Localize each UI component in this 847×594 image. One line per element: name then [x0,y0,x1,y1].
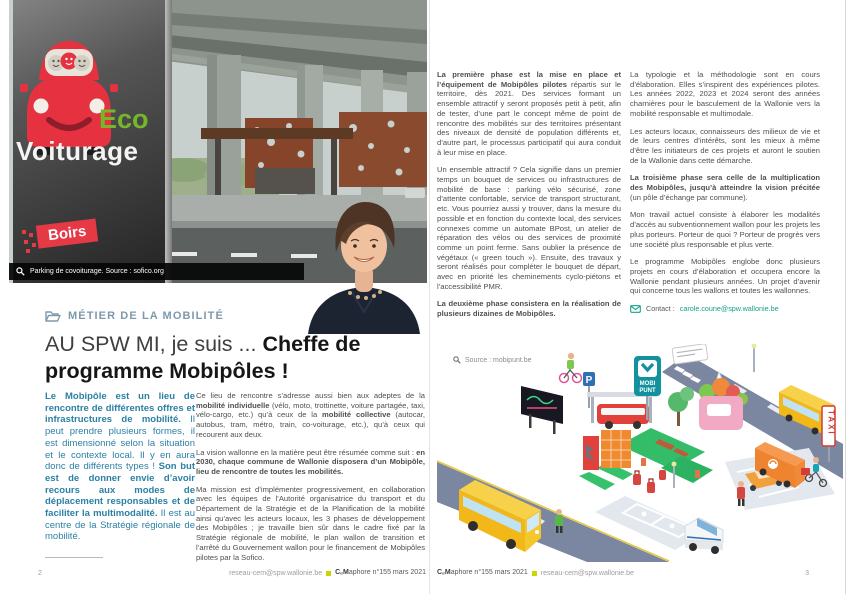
footer-separator-square [326,571,331,576]
lead-divider [45,557,103,558]
paragraph: Ma mission est d’implémenter progressivement, en collaboration avec les équipes de l’Autorité organisatrice du transport et du Département de la Stratégie et de la Planification de la mobilité ainsi qu’avec les acteurs locaux, les 3 phases de développement des Mobipôles ; je travaille bien sûr dans le cadre fixé par la Stratégie régionale de mobilité, le plan wallon de transition et l’arrêté du Gouvernement wallon pour le financement de Mobipôles pilotes par la Sofico. [196,484,425,562]
page-number: 2 [38,569,42,577]
sign-badge-boirs: Boirs [36,218,99,248]
trees [668,387,694,426]
paragraph: Le programme Mobipôles englobe donc plusieurs projets en cours d’élaboration et occupera encore la Wallonie pendant plusieurs années. Un projet d’avenir qui concerne tous les wallons et toutes les wallonnes. [630,257,820,296]
mobipunt-sign-line2: PUNT [639,388,656,394]
mobility-hub-scene [437,344,843,562]
search-icon [16,267,25,276]
taxi-sign-label: TAXI [826,410,836,436]
cyclist [560,353,582,383]
mobipunt-sign-line1: MOBI [639,381,656,387]
contact-row [630,304,820,314]
issue-brand-rest: aphore [450,569,473,576]
issue-brand-rest: aphore [348,569,371,576]
footer-meta [437,569,634,577]
article-title-bold: Cheffe de programme Mobipôles ! [45,332,361,383]
open-folder-icon [45,310,61,322]
portrait-photo [300,196,428,334]
issue-brand-sub: e [442,571,445,577]
paragraph: La troisième phase sera celle de la multiplication des Mobipôles, jusqu’à atteindre la vision précitée (un pôle d’échange par commune). [630,173,820,202]
sign-word-eco: Eco [99,104,149,134]
paragraph: La deuxième phase consistera en la réalisation de plusieurs dizaines de Mobipôles. [437,299,621,319]
paragraph: La première phase est la mise en place et l’équipement de Mobipôles pilotes répartis sur le territoire, dès 2021. Des services formant un ensemble attractif y seront proposés petit à petit, afin de tester, d’une part le concept même de point de rencontre des mobilités sur des territoires présentant des niveaux de densité de population différents et, d’autre part, le processus participatif qui aura conduit à leur mise en place. [437,70,621,157]
paragraph: Mon travail actuel consiste à élaborer les modalités d’accès au subventionnement wallon pour les projets les plus porteurs. Porteur de quoi ? Porteur de progrès vers une société plus responsable et plus verte. [630,210,820,249]
footer-email: reseau-cem@spw.wallonie.be [540,569,634,577]
photo-caption [9,263,304,280]
contact-email-link[interactable]: carole.coune@spw.wallonie.be [679,304,779,314]
page-edge [845,0,846,594]
paragraph: Les acteurs locaux, connaisseurs des milieux de vie et de leurs centres d’intérêts, sont les mieux à même d’être les initiateurs de ces projets et auront le soutien de la Wallonie dans cette démarche. [630,126,820,165]
footer-right-page [437,569,809,577]
envelope-icon [630,305,641,313]
ecovoiturage-sign [13,0,165,283]
illustration-caption-text: Source : mobipunt.be [465,356,532,364]
footer-email: reseau-cem@spw.wallonie.be [229,569,323,577]
paragraph: La typologie et la méthodologie sont en cours d’élaboration. Elles s’inspirent des expériences pilotes. Les années 2022, 2023 et 2024 seront des années charnières pour le basculement de la Wallonie vers la mobilité responsable et multimodale. [630,70,820,118]
lead-paragraph: Le Mobipôle est un lieu de rencontre de différentes offres et infrastructures de mobilité. Il peut prendre plusieurs formes, il est dimensionné selon la situation et le contexte local. Il y en aura donc de différents types ! Son but est de donner envie d’avoir recours aux modes de déplacement responsables et de faciliter la multimodalité. Il est au centre de la Stratégie régionale de mobilité. [45,391,195,543]
parcel-lockers [583,430,631,470]
paragraph: La vision wallonne en la matière peut être résumée comme suit : en 2030, chaque commune de Wallonie disposera d’un Mobipôle, lieu de rencontre de toutes les mobilités. [196,447,425,476]
parking-sign-letter: P [585,375,593,386]
lawn-areas [579,428,713,490]
paragraph: Ce lieu de rencontre s’adresse aussi bien aux adeptes de la mobilité individuelle (vélo, moto, trottinette, voiture partagée, taxi, vélo-cargo, etc.) qu’à ceux de la mobilité collective (autocar, autobus, tram, métro, train, co-voiturage, etc.), qu’à ceux qui recourent aux deux. [196,391,425,439]
page-number: 3 [805,569,809,577]
footer-meta [229,569,426,577]
footer-separator-square [532,571,537,576]
issue-number: n°155 mars 2021 [472,569,528,576]
body-column-right-1 [437,70,621,319]
digital-billboard [521,386,563,434]
article-title [45,331,429,385]
issue-brand-c: C [437,569,443,576]
red-bollards [633,470,666,493]
page-gutter [429,0,430,594]
issue-number: n°155 mars 2021 [370,569,426,576]
section-kicker [45,310,224,322]
sign-pole [165,0,172,283]
search-icon [453,356,461,364]
illustration-caption [453,356,532,364]
body-column-right-2 [630,70,820,314]
issue-brand-sub: e [340,571,344,577]
mobipunt-illustration [437,344,843,562]
issue-brand-c: C [335,569,341,576]
contact-label: Contact : [646,304,675,314]
footer-issue [437,569,528,577]
issue-brand-m: M [343,569,349,576]
photo-caption-text: Parking de covoiturage. Source : sofico.org [30,268,164,275]
article-title-regular: AU SPW MI, je suis ... [45,332,263,356]
issue-brand-m: M [444,569,451,576]
paragraph: Un ensemble attractif ? Cela signifie dans un premier temps un bouquet de services ou infrastructures de mobilité de base : parking vélo sécurisé, zone d’attente confortable, service de transport structurant, etc. Vous pourriez aussi y trouver, dans la mesure du possible et en fonction du contexte local, des services connexes comme un automate BPost, un atelier de réparation des vélos ou des services de proximité comme un point ferme. Sans oublier la présence de végétaux (« green touch »). Ensuite, des travaux y seront réalisés pour compléter le bouquet de départ, avec en priorité les cheminements cyclo-piétons et l’accessibilité PMR. [437,165,621,291]
street-sign [672,344,708,364]
footer-issue [335,569,426,577]
white-pickup-truck [685,518,723,554]
footer-left-page [38,569,426,577]
body-column-left-page [196,391,425,562]
section-kicker-label: MÉTIER DE LA MOBILITÉ [68,310,224,322]
sign-dots-decor [22,230,26,234]
sign-word-voiturage: Voiturage [16,136,139,166]
